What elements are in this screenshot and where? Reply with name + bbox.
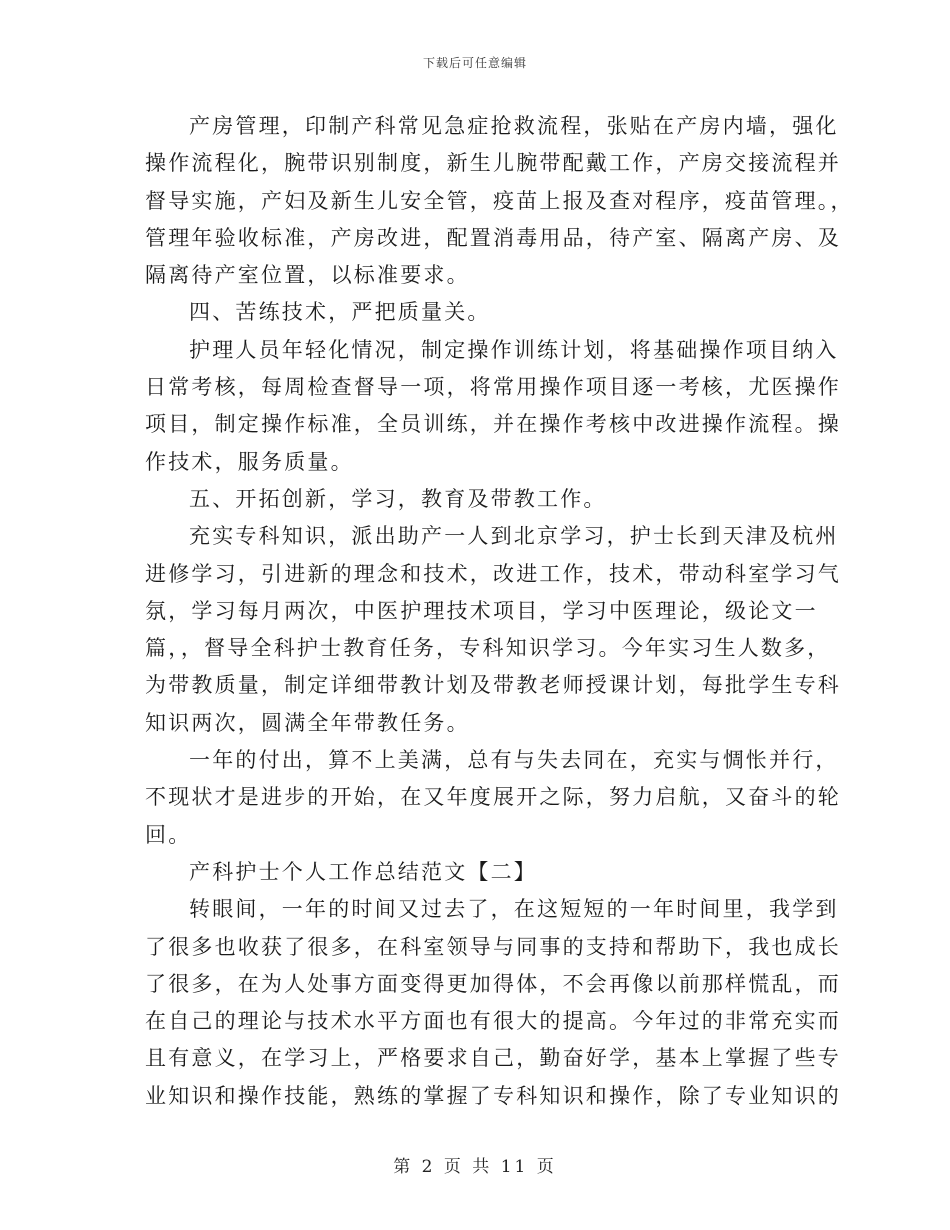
text-line: 氛，学习每月两次，中医护理技术项目，学习中医理论，级论文一 — [145, 598, 818, 623]
section-heading: 四、苦练技术，严把质量关。 — [189, 300, 491, 325]
text-line: 日常考核，每周检查督导一项，将常用操作项目逐一考核，尤医操作 — [145, 375, 841, 400]
text-line: 知识两次，圆满全年带教任务。 — [145, 710, 470, 735]
text-line: 业知识和操作技能，熟练的掌握了专科知识和操作，除了专业知识的 — [145, 1083, 841, 1108]
section-heading: 五、开拓创新，学习，教育及带教工作。 — [189, 486, 607, 511]
text-line: 回。 — [145, 822, 192, 847]
text-line: 充实专科知识，派出助产一人到北京学习，护士长到天津及杭州 — [189, 524, 839, 549]
text-line: 为带教质量，制定详细带教计划及带教老师授课计划，每批学生专科 — [145, 673, 841, 698]
text-line: 一年的付出，算不上美满，总有与失去同在，充实与惆怅并行， — [189, 748, 839, 773]
text-line: 项目，制定操作标准，全员训练，并在操作考核中改进操作流程。操 — [145, 412, 841, 437]
text-line: 作技术，服务质量。 — [145, 449, 354, 474]
text-line: 督导实施，产妇及新生儿安全管，疫苗上报及查对程序，疫苗管理。， — [145, 188, 854, 213]
text-line: 转眼间，一年的时间又过去了，在这短短的一年时间里，我学到 — [189, 897, 839, 922]
page-footer: 第 2 页 共 11 页 — [393, 1157, 557, 1177]
text-line: 了很多也收获了很多，在科室领导与同事的支持和帮助下，我也成长 — [145, 934, 841, 959]
text-line: 篇，，督导全科护士教育任务，专科知识学习。今年实习生人数多， — [145, 636, 831, 661]
text-line: 隔离待产室位置，以标准要求。 — [145, 263, 470, 288]
text-line: 且有意义，在学习上，严格要求自己，勤奋好学，基本上掌握了些专 — [145, 1046, 841, 1071]
text-line: 产房管理，印制产科常见急症抢救流程，张贴在产房内墙，强化 — [189, 114, 839, 138]
text-line: 了很多，在为人处事方面变得更加得体，不会再像以前那样慌乱，而 — [145, 971, 841, 996]
text-line: 进修学习，引进新的理念和技术，改进工作，技术，带动科室学习气 — [145, 561, 841, 586]
section-heading: 产科护士个人工作总结范文【二】 — [189, 859, 537, 884]
text-line: 不现状才是进步的开始，在又年度展开之际，努力启航，又奋斗的轮 — [145, 785, 841, 810]
text-line: 护理人员年轻化情况，制定操作训练计划，将基础操作项目纳入 — [189, 337, 839, 362]
text-line: 管理年验收标准，产房改进，配置消毒用品，待产室、隔离产房、及 — [145, 225, 841, 250]
text-line: 操作流程化，腕带识别制度，新生儿腕带配戴工作，产房交接流程并 — [145, 151, 841, 176]
page-header: 下载后可任意编辑 — [422, 56, 527, 70]
document-body — [145, 108, 854, 1115]
text-line: 在自己的理论与技术水平方面也有很大的提高。今年过的非常充实而 — [145, 1009, 841, 1034]
